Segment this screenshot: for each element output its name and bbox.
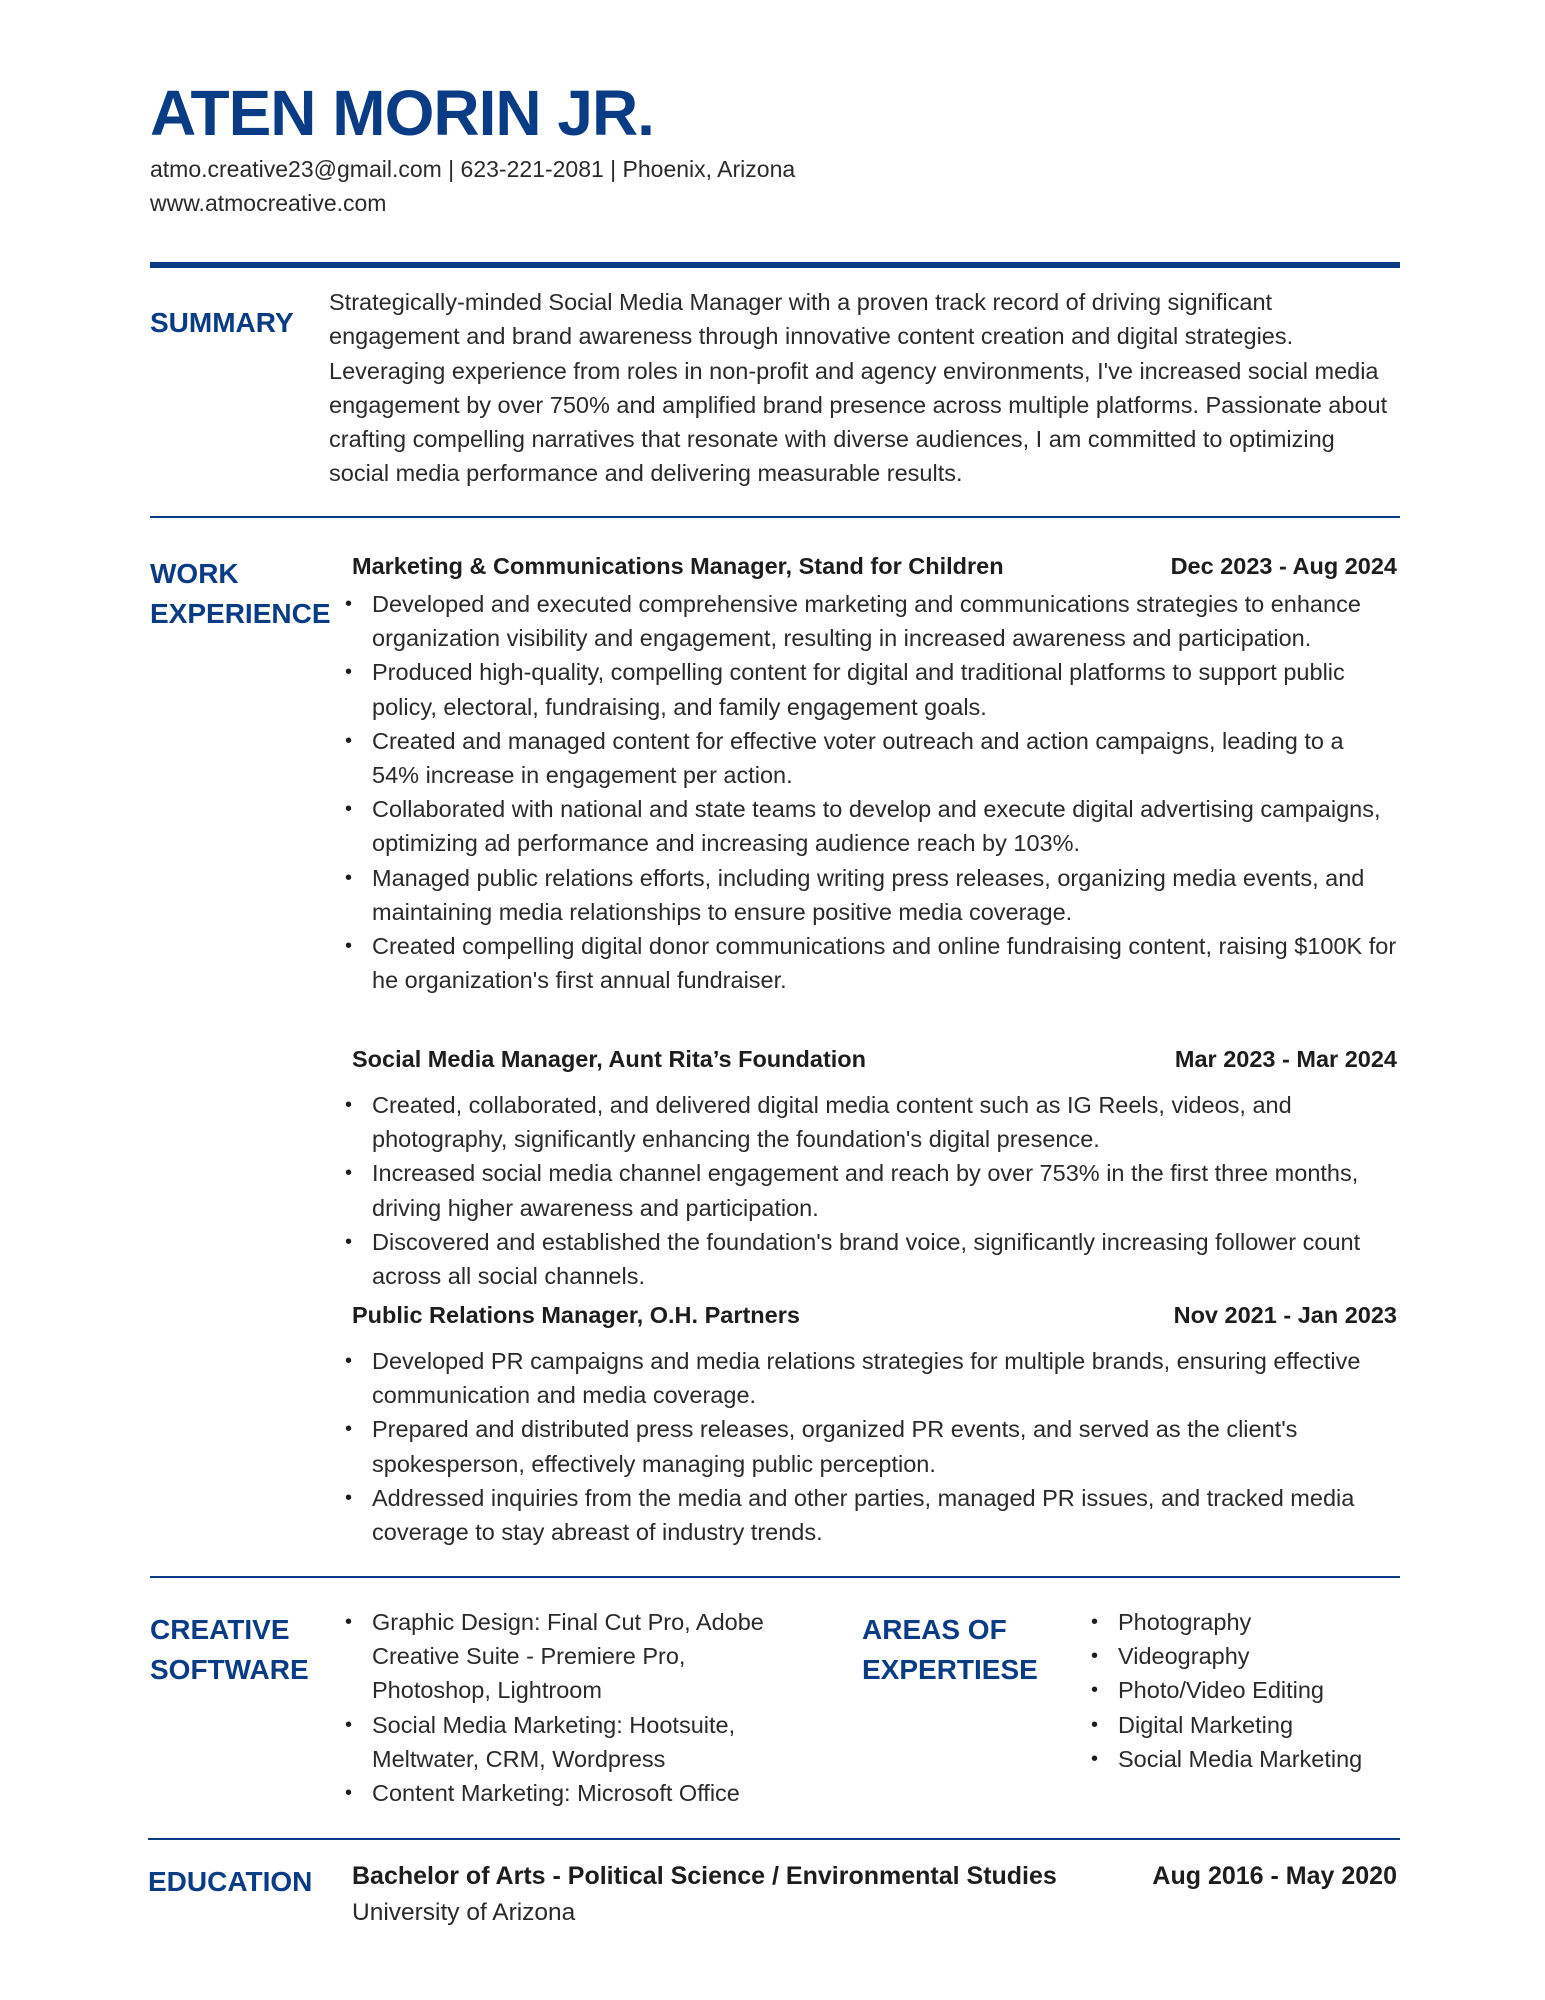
heading-line: EXPERTIESE	[862, 1654, 1038, 1685]
list-item: • Digital Marketing	[1118, 1708, 1398, 1742]
heading-line: WORK	[150, 558, 239, 589]
education-header	[352, 1862, 1397, 1896]
expertise-list	[1098, 1605, 1398, 1776]
summary-heading: SUMMARY	[150, 307, 294, 338]
job-header	[352, 553, 1397, 587]
list-item: • Videography	[1118, 1639, 1398, 1673]
education-dates: Aug 2016 - May 2020	[1152, 1862, 1397, 1890]
summary-text: Strategically-minded Social Media Manager with a proven track record of driving significant engagement and brand awareness through innovative content creation and digital strategies. Leveraging experience from roles in non-profit and agency environments, I've increased social media engagement by over 750% and amplified brand presence across multiple platforms. Passionate about crafting compelling narratives that resonate with diverse audiences, I am committed to optimizing social media performance and delivering measurable results.	[329, 289, 1388, 487]
contact-line: atmo.creative23@gmail.com | 623-221-2081 | Phoenix, Arizona	[150, 156, 796, 182]
heading-line: CREATIVE	[150, 1614, 290, 1645]
work-experience-heading	[150, 554, 331, 634]
list-item: • Created and managed content for effective voter outreach and action campaigns, leading to a 54% increase in engagement per action.	[372, 724, 1397, 792]
job-bullets	[352, 1088, 1397, 1293]
list-item: • Photography	[1118, 1605, 1398, 1639]
section-divider	[150, 1576, 1400, 1578]
list-item: • Produced high-quality, compelling content for digital and traditional platforms to support public policy, electoral, fundraising, and family engagement goals.	[372, 655, 1397, 723]
job-header	[352, 1046, 1397, 1080]
job-title: Social Media Manager, Aunt Rita’s Foundation	[352, 1046, 867, 1072]
list-item: • Content Marketing: Microsoft Office	[372, 1776, 792, 1810]
list-item: • Discovered and established the foundation's brand voice, significantly increasing follower count across all social channels.	[372, 1225, 1397, 1293]
list-item: • Managed public relations efforts, including writing press releases, organizing media events, and maintaining media relationships to ensure positive media coverage.	[372, 861, 1397, 929]
list-item: • Created compelling digital donor communications and online fundraising content, raising $100K for he organization's first annual fundraiser.	[372, 929, 1397, 997]
candidate-name: ATEN MORIN JR.	[150, 77, 654, 149]
heading-line: AREAS OF	[862, 1614, 1007, 1645]
job-title: Marketing & Communications Manager, Stand for Children	[352, 553, 1004, 579]
areas-of-expertise-heading	[862, 1610, 1038, 1690]
list-item: • Collaborated with national and state teams to develop and execute digital advertising campaigns, optimizing ad performance and increasing audience reach by 103%.	[372, 792, 1397, 860]
education-entry	[352, 1862, 1397, 1930]
job-dates: Mar 2023 - Mar 2024	[1174, 1046, 1397, 1072]
job-entry	[352, 1302, 1397, 1549]
education-heading: EDUCATION	[148, 1866, 313, 1897]
heading-line: EXPERIENCE	[150, 598, 331, 629]
job-bullets	[352, 587, 1397, 997]
list-item: • Developed and executed comprehensive marketing and communications strategies to enhance organization visibility and engagement, resulting in increased awareness and participation.	[372, 587, 1397, 655]
creative-software-list	[352, 1605, 792, 1810]
job-header	[352, 1302, 1397, 1336]
job-dates: Dec 2023 - Aug 2024	[1170, 553, 1397, 579]
job-title: Public Relations Manager, O.H. Partners	[352, 1302, 800, 1328]
heading-line: SOFTWARE	[150, 1654, 309, 1685]
contact-block	[150, 152, 795, 220]
creative-software-heading	[150, 1610, 309, 1690]
list-item: • Created, collaborated, and delivered digital media content such as IG Reels, videos, and photography, significantly enhancing the foundation's digital presence.	[372, 1088, 1397, 1156]
expertise-bullets	[1098, 1605, 1398, 1776]
job-dates: Nov 2021 - Jan 2023	[1173, 1302, 1397, 1328]
list-item: • Social Media Marketing	[1118, 1742, 1398, 1776]
job-entry	[352, 553, 1397, 997]
list-item: • Photo/Video Editing	[1118, 1673, 1398, 1707]
section-divider	[148, 1838, 1400, 1840]
header-divider	[150, 262, 1400, 268]
school-name: University of Arizona	[352, 1899, 576, 1926]
list-item: • Addressed inquiries from the media and other parties, managed PR issues, and tracked media coverage to stay abreast of industry trends.	[372, 1481, 1397, 1549]
website: www.atmocreative.com	[150, 190, 387, 216]
list-item: • Prepared and distributed press releases, organized PR events, and served as the client's spokesperson, effectively managing public perception.	[372, 1412, 1397, 1480]
section-divider	[150, 516, 1400, 518]
list-item: • Social Media Marketing: Hootsuite, Meltwater, CRM, Wordpress	[372, 1708, 792, 1776]
job-entry	[352, 1046, 1397, 1293]
job-bullets	[352, 1344, 1397, 1549]
list-item: • Increased social media channel engagement and reach by over 753% in the first three months, driving higher awareness and participation.	[372, 1156, 1397, 1224]
list-item: • Graphic Design: Final Cut Pro, Adobe Creative Suite - Premiere Pro, Photoshop, Lightroom	[372, 1605, 792, 1708]
software-bullets	[352, 1605, 792, 1810]
degree: Bachelor of Arts - Political Science / Environmental Studies	[352, 1862, 1057, 1890]
list-item: • Developed PR campaigns and media relations strategies for multiple brands, ensuring effective communication and media coverage.	[372, 1344, 1397, 1412]
